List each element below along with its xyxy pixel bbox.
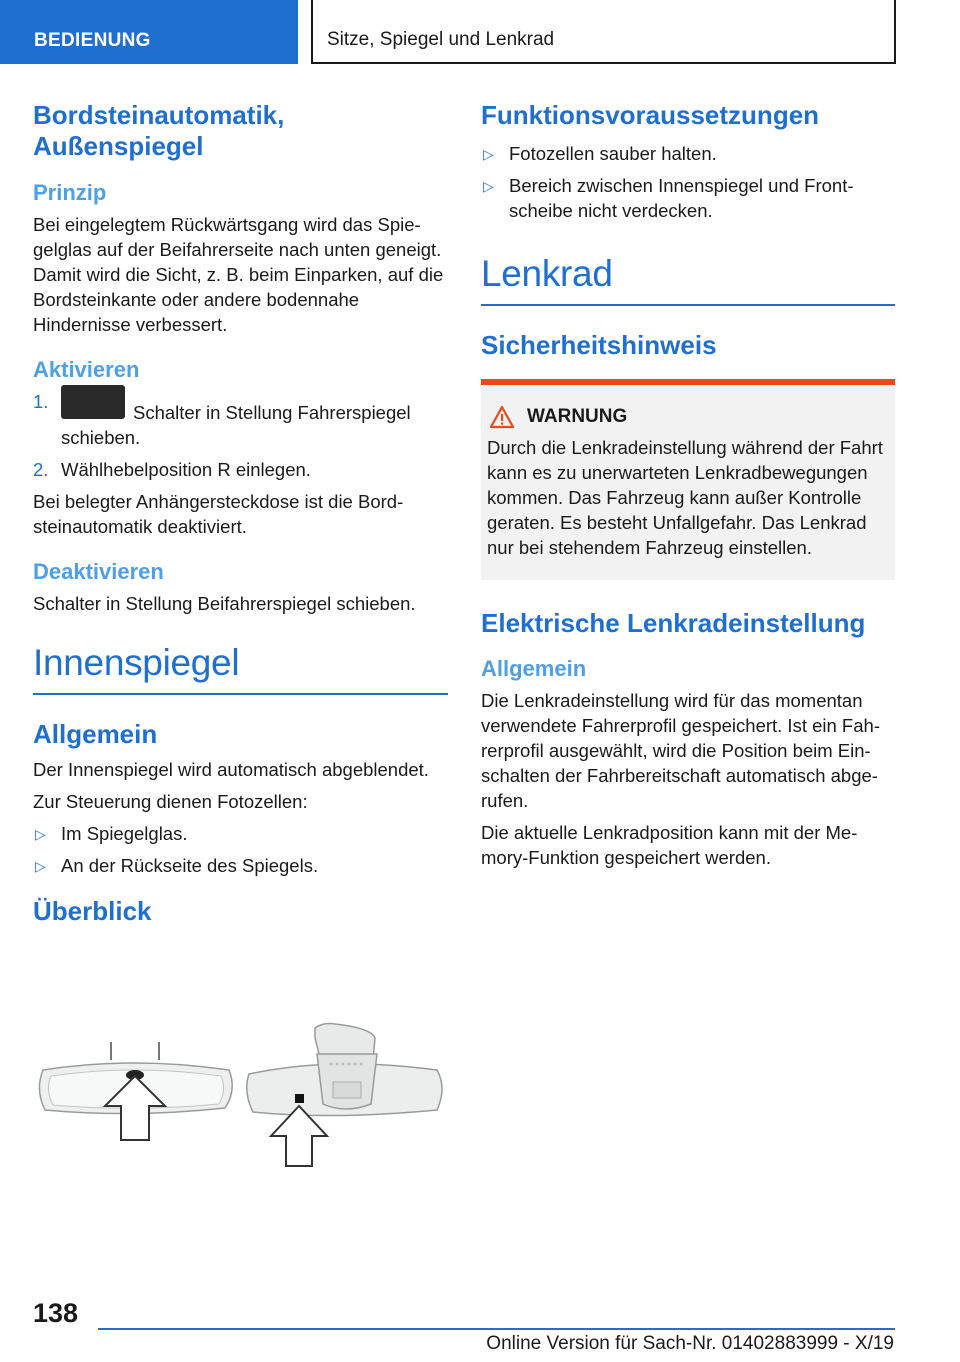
warning-triangle-icon — [489, 405, 515, 429]
list-item — [33, 389, 448, 450]
safety-heading: Sicherheitshinweis — [481, 330, 717, 361]
principle-text: Bei eingelegtem Rückwärtsgang wird das Spiegelglas auf der Beifahrerseite nach unten geneigt. Damit wird die Sicht, z. B. beim Einparken, auf die Bordsteinkante oder andere bodennahe Hindernisse verbessert. — [33, 214, 444, 336]
page-header-title: Sitze, Spiegel und Lenkrad — [311, 0, 896, 64]
list-item-text: Bereich zwischen Innenspiegel und Frontscheibe nicht verdecken. — [509, 175, 854, 222]
general-text: Zur Steuerung dienen Fotozellen: — [33, 790, 308, 812]
list-item-text: Im Spiegelglas. — [61, 822, 188, 844]
general-text: Die aktuelle Lenkradposition kann mit der Memory-Funktion gespeichert werden. — [481, 821, 858, 868]
page-number: 138 — [33, 1298, 79, 1328]
interior-mirror-heading: Innenspiegel — [33, 642, 448, 695]
list-item — [33, 457, 448, 482]
overview-heading: Überblick — [33, 895, 152, 926]
list-item-text: An der Rückseite des Spiegels. — [61, 854, 319, 876]
activate-steps — [33, 389, 448, 482]
footer-divider — [98, 1328, 895, 1330]
warning-label: WARNUNG — [527, 406, 628, 428]
right-column — [481, 100, 895, 877]
warning-box — [481, 379, 895, 580]
requirements-heading: Funktionsvoraussetzungen — [481, 100, 820, 130]
interior-mirror-illustration — [33, 1020, 448, 1170]
left-column — [33, 100, 448, 945]
activate-heading: Aktivieren — [33, 357, 140, 383]
step-number: 2. — [33, 459, 49, 481]
principle-heading: Prinzip — [33, 180, 107, 206]
deactivate-heading: Deaktivieren — [33, 559, 164, 585]
chapter-tab: BEDIENUNG — [0, 0, 298, 64]
list-item — [33, 821, 448, 846]
triangle-bullet-icon: ▷ — [35, 825, 46, 842]
step-text: Schalter in Stellung Fahrerspiegel schieben. — [61, 402, 411, 449]
step-text: Wählhebelposition R einlegen. — [61, 459, 311, 481]
curb-automatic-heading: Bordsteinautomatik, Außenspiegel — [33, 100, 285, 162]
warning-title — [487, 405, 887, 429]
electric-adjustment-heading: Elektrische Lenkradeinstellung — [481, 608, 866, 639]
step-number: 1. — [33, 391, 49, 413]
steering-wheel-heading: Lenkrad — [481, 253, 895, 306]
general-text: Der Innenspiegel wird automatisch abgeblendet. — [33, 758, 429, 780]
general-text: Die Lenkradeinstellung wird für das momentan verwendete Fahrerprofil gespeichert. Ist ein Fahrerprofil ausgewählt, wird die Position beim Einschalten der Fahrbereitschaft automatisch abgerufen. — [481, 689, 880, 811]
photocell-list — [33, 821, 448, 878]
list-item — [481, 173, 895, 223]
deactivate-text: Schalter in Stellung Beifahrerspiegel schieben. — [33, 593, 416, 615]
requirements-list — [481, 141, 895, 223]
mirror-switch-image — [61, 385, 125, 419]
list-item — [481, 141, 895, 166]
triangle-bullet-icon: ▷ — [35, 857, 46, 874]
general-heading: Allgemein — [33, 719, 158, 750]
general-heading: Allgemein — [481, 655, 587, 681]
footer-version-text: Online Version für Sach-Nr. 01402883999 - X/19 — [486, 1333, 894, 1354]
warning-text: Durch die Lenkradeinstellung während der Fahrt kann es zu unerwarteten Lenkradbewegungen kommen. Das Fahrzeug kann außer Kontrolle geraten. Es besteht Unfallgefahr. Das Lenkrad nur bei stehendem Fahrzeug einstellen. — [487, 437, 883, 559]
trailer-text: Bei belegter Anhängersteckdose ist die Bordsteinautomatik deaktiviert. — [33, 491, 404, 538]
triangle-bullet-icon: ▷ — [483, 146, 494, 163]
triangle-bullet-icon: ▷ — [483, 178, 494, 195]
list-item — [33, 853, 448, 878]
list-item-text: Fotozellen sauber halten. — [509, 143, 717, 165]
